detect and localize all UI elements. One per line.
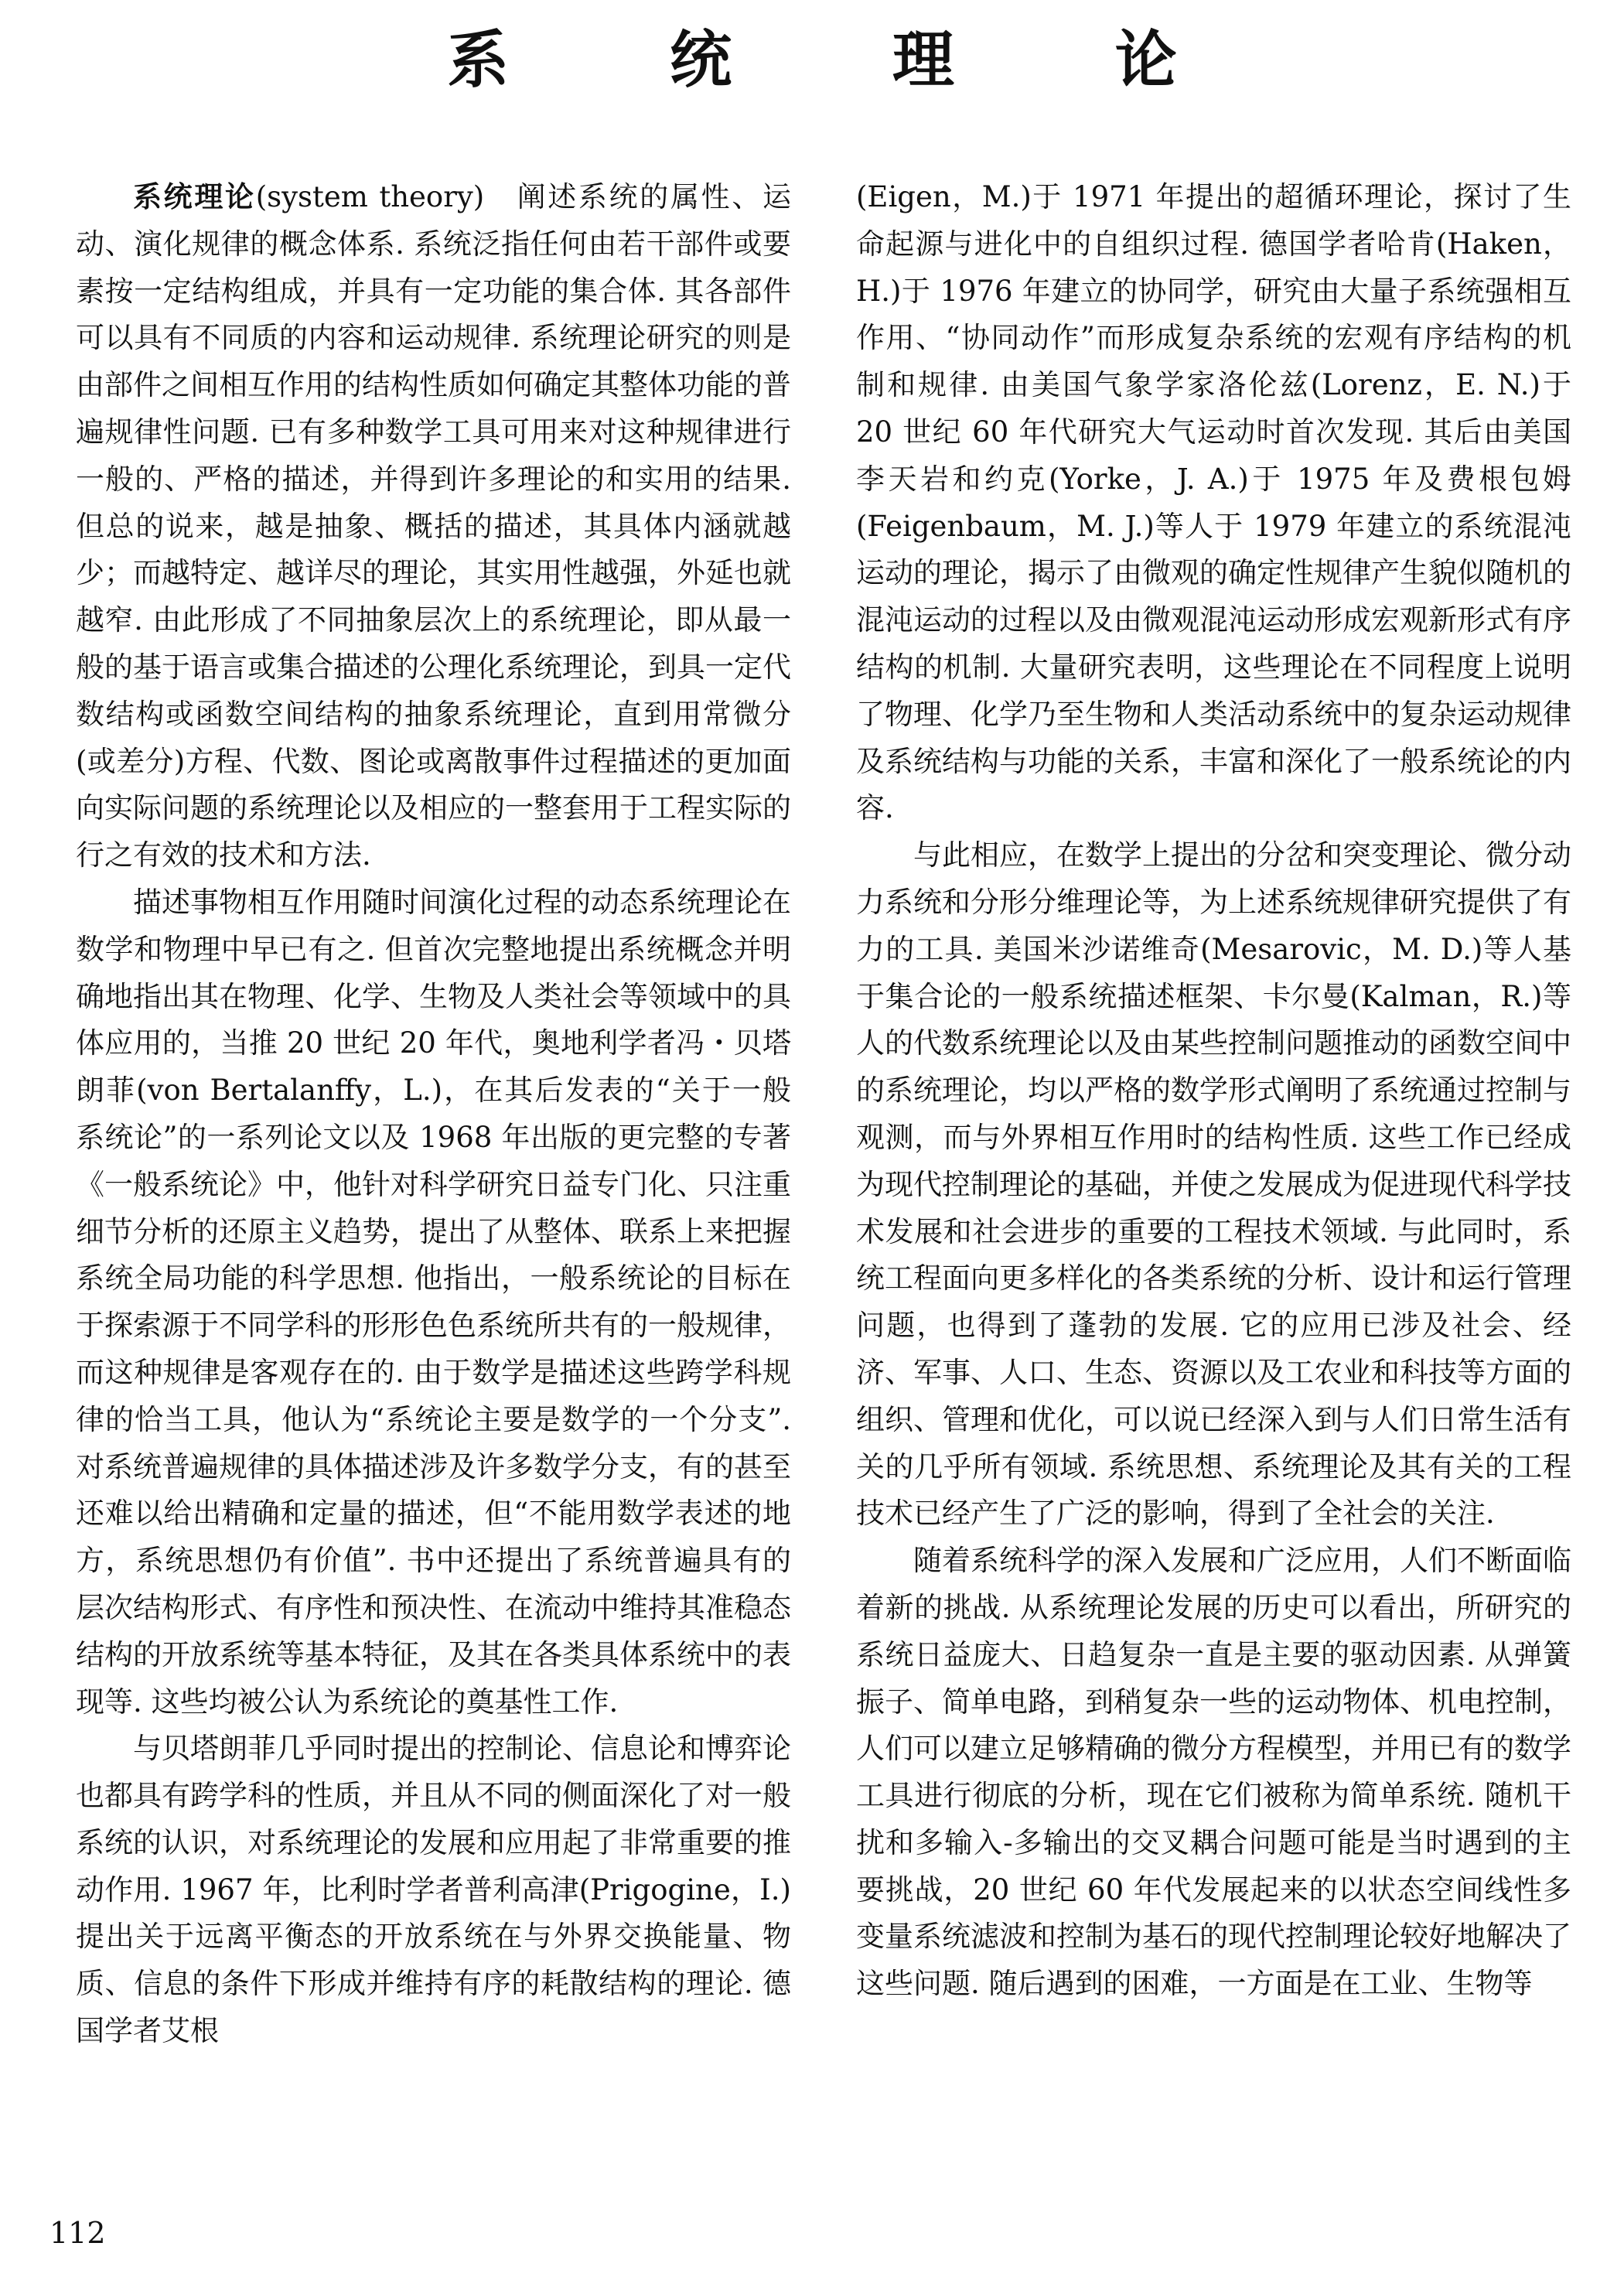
paragraph: 与贝塔朗菲几乎同时提出的控制论、信息论和博弈论也都具有跨学科的性质，并且从不同的侧面深化了对一般系统的认识，对系统理论的发展和应用起了非常重要的推动作用. 1967 年，比利时学者普利高津(Prigogine，I.)提出关于远离平衡态的开放系统在与外界交换能量、物质、信息的条件下形成并维持有序的耗散结构的理论. 德国学者艾根 <box>76 1732 791 2048</box>
right-column <box>856 174 1571 2008</box>
paragraph: 与此相应，在数学上提出的分岔和突变理论、微分动力系统和分形分维理论等，为上述系统规律研究提供了有力的工具. 美国米沙诺维奇(Mesarovic，M. D.)等人基于集合论的一般系统描述框架、卡尔曼(Kalman，R.)等人的代数系统理论以及由某些控制问题推动的函数空间中的系统理论，均以严格的数学形式阐明了系统通过控制与观测，而与外界相互作用时的结构性质. 这些工作已经成为现代控制理论的基础，并使之发展成为促进现代科学技术发展和社会进步的重要的工程技术领域. 与此同时，系统工程面向更多样化的各类系统的分析、设计和运行管理问题，也得到了蓬勃的发展. 它的应用已涉及社会、经济、军事、人口、生态、资源以及工农业和科技等方面的组织、管理和优化，可以说已经深入到与人们日常生活有关的几乎所有领域. 系统思想、系统理论及其有关的工程技术已经产生了广泛的影响，得到了全社会的关注. <box>856 838 1571 1531</box>
page-title: 系 统 理 论 <box>447 24 1247 96</box>
paragraph-text: (system theory) 阐述系统的属性、运动、演化规律的概念体系. 系统泛指任何由若干部件或要素按一定结构组成，并具有一定功能的集合体. 其各部件可以具有不同质的内容和运动规律. 系统理论研究的则是由部件之间相互作用的结构性质如何确定其整体功能的普遍规律性问题. 已有多种数学工具可用来对这种规律进行一般的、严格的描述，并得到许多理论的和实用的结果. 但总的说来，越是抽象、概括的描述，其具体内涵就越少；而越特定、越详尽的理论，其实用性越强，外延也就越窄. 由此形成了不同抽象层次上的系统理论，即从最一般的基于语言或集合描述的公理化系统理论，到具一定代数结构或函数空间结构的抽象系统理论，直到用常微分(或差分)方程、代数、图论或离散事件过程描述的更加面向实际问题的系统理论以及相应的一整套用于工程实际的行之有效的技术和方法. <box>76 180 791 872</box>
paragraph-continued: (Eigen，M.)于 1971 年提出的超循环理论，探讨了生命起源与进化中的自组织过程. 德国学者哈肯(Haken，H.)于 1976 年建立的协同学，研究由大量子系统强相互作用、“协同动作”而形成复杂系统的宏观有序结构的机制和规律. 由美国气象学家洛伦兹(Lorenz，E. N.)于 20 世纪 60 年代研究大气运动时首次发现. 其后由美国李天岩和约克(Yorke，J. A.)于 1975 年及费根包姆(Feigenbaum，M. J.)等人于 1979 年建立的系统混沌运动的理论，揭示了由微观的确定性规律产生貌似随机的混沌运动的过程以及由微观混沌运动形成宏观新形式有序结构的机制. 大量研究表明，这些理论在不同程度上说明了物理、化学乃至生物和人类活动系统中的复杂运动规律及系统结构与功能的关系，丰富和深化了一般系统论的内容. <box>856 180 1571 825</box>
paragraph: 随着系统科学的深入发展和广泛应用，人们不断面临着新的挑战. 从系统理论发展的历史可以看出，所研究的系统日益庞大、日趋复杂一直是主要的驱动因素. 从弹簧振子、简单电路，到稍复杂一些的运动物体、机电控制，人们可以建立足够精确的微分方程模型，并用已有的数学工具进行彻底的分析，现在它们被称为简单系统. 随机干扰和多输入-多输出的交叉耦合问题可能是当时遇到的主要挑战，20 世纪 60 年代发展起来的以状态空间线性多变量系统滤波和控制为基石的现代控制理论较好地解决了这些问题. 随后遇到的困难，一方面是在工业、生物等 <box>856 1544 1571 2001</box>
page-number: 112 <box>49 2216 106 2250</box>
entry-term: 系统理论 <box>133 180 256 213</box>
paragraph: 描述事物相互作用随时间演化过程的动态系统理论在数学和物理中早已有之. 但首次完整地提出系统概念并明确地指出其在物理、化学、生物及人类社会等领域中的具体应用的，当推 20 世纪 20 年代，奥地利学者冯・贝塔朗菲(von Bertalanffy，L.)，在其后发表的“关于一般系统论”的一系列论文以及 1968 年出版的更完整的专著《一般系统论》中，他针对科学研究日益专门化、只注重细节分析的还原主义趋势，提出了从整体、联系上来把握系统全局功能的科学思想. 他指出，一般系统论的目标在于探索源于不同学科的形形色色系统所共有的一般规律，而这种规律是客观存在的. 由于数学是描述这些跨学科规律的恰当工具，他认为“系统论主要是数学的一个分支”. 对系统普遍规律的具体描述涉及许多数学分支，有的甚至还难以给出精确和定量的描述，但“不能用数学表述的地方，系统思想仍有价值”. 书中还提出了系统普遍具有的层次结构形式、有序性和预决性、在流动中维持其准稳态结构的开放系统等基本特征，及其在各类具体系统中的表现等. 这些均被公认为系统论的奠基性工作. <box>76 885 791 1719</box>
left-column <box>76 174 791 2055</box>
paragraph <box>76 174 791 879</box>
